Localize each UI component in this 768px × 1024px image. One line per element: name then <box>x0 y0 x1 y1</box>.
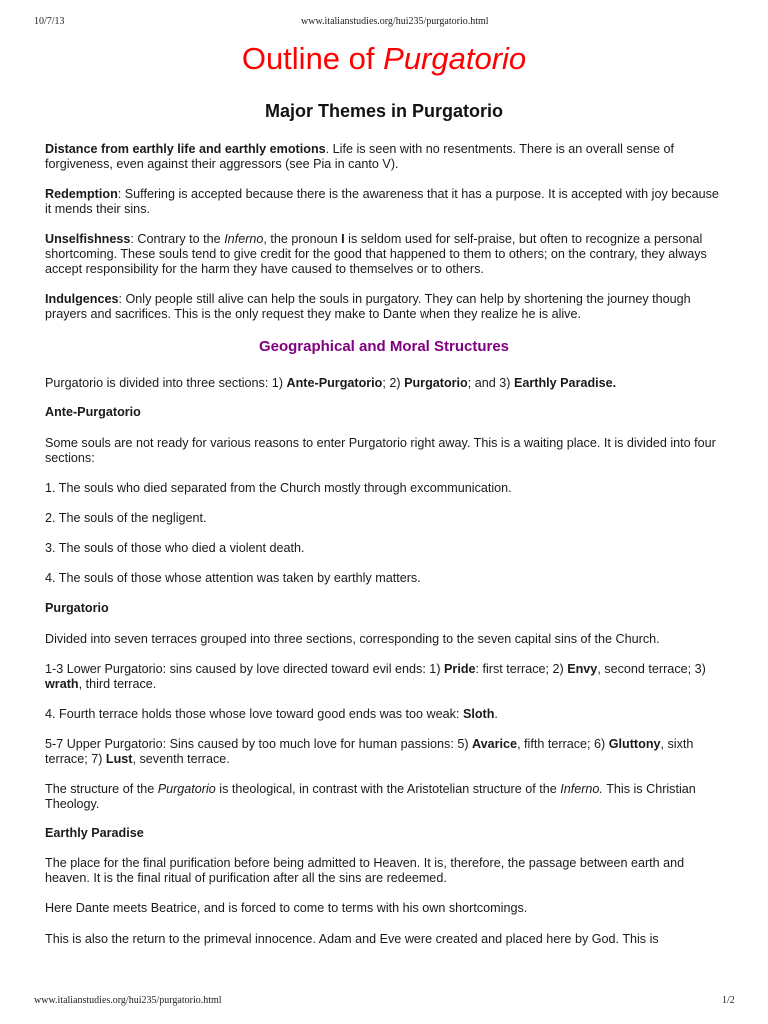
fourth-terrace: 4. Fourth terrace holds those whose love toward good ends was too weak: Sloth. <box>45 707 498 721</box>
ante-item: 4. The souls of those whose attention was taken by earthly matters. <box>45 571 421 585</box>
ante-intro: Some souls are not ready for various reasons to enter Purgatorio right away. This is a waiting place. It is divided into four sections: <box>45 436 716 465</box>
theme-indulgences: Indulgences: Only people still alive can help the souls in purgatory. They can help by shortening the journey though prayers and sacrifices. This is the only request they make to Dante when they realize he is alive. <box>45 292 691 321</box>
purgatorio-intro: Divided into seven terraces grouped into three sections, corresponding to the seven capital sins of the Church. <box>45 632 660 646</box>
structures-intro: Purgatorio is divided into three sections: 1) Ante-Purgatorio; 2) Purgatorio; and 3) Earthly Paradise. <box>45 376 617 390</box>
ante-item: 3. The souls of those who died a violent death. <box>45 541 305 555</box>
upper-purgatorio: 5-7 Upper Purgatorio: Sins caused by too much love for human passions: 5) Avarice, fifth terrace; 6) Gluttony, sixth terrace; 7) Lust, seventh terrace. <box>45 737 694 766</box>
lower-purgatorio: 1-3 Lower Purgatorio: sins caused by love directed toward evil ends: 1) Pride: first terrace; 2) Envy, second terrace; 3) wrath, third terrace. <box>45 662 706 691</box>
paradise-p2: Here Dante meets Beatrice, and is forced to come to terms with his own shortcomings. <box>45 901 528 915</box>
structures-heading: Geographical and Moral Structures <box>258 338 510 355</box>
theology-note: The structure of the Purgatorio is theological, in contrast with the Aristotelian structure of the Inferno. This is Christian Theology. <box>45 782 696 811</box>
theme-redemption: Redemption: Suffering is accepted because there is the awareness that it has a purpose. It is accepted with joy because it mends their sins. <box>45 187 719 216</box>
themes-heading: Major Themes in Purgatorio <box>264 101 504 121</box>
theme-unselfishness: Unselfishness: Contrary to the Inferno, the pronoun I is seldom used for self-praise, but often to recognize a personal shortcoming. These souls tend to give credit for the good that happened to them to others; on the contrary, they always accept responsibility for the harm they have caused to themselves or to others. <box>45 232 707 276</box>
purgatorio-heading: Purgatorio <box>45 601 109 615</box>
print-date: 10/7/13 <box>34 16 65 27</box>
theme-distance: Distance from earthly life and earthly emotions. Life is seen with no resentments. There is an overall sense of forgiveness, even against their aggressors (see Pia in canto V). <box>45 142 675 171</box>
ante-heading: Ante-Purgatorio <box>45 405 141 419</box>
paradise-p1: The place for the final purification before being admitted to Heaven. It is, therefore, the passage between earth and heaven. It is the final ritual of purification after all the sins are redeemed. <box>45 856 685 885</box>
footer-url: www.italianstudies.org/hui235/purgatorio.html <box>34 995 222 1006</box>
page-title: Outline of Purgatorio <box>241 41 527 76</box>
page-number: 1/2 <box>722 995 735 1006</box>
ante-item: 1. The souls who died separated from the Church mostly through excommunication. <box>45 481 512 495</box>
ante-item: 2. The souls of the negligent. <box>45 511 207 525</box>
paradise-heading: Earthly Paradise <box>45 826 144 840</box>
paradise-p3: This is also the return to the primeval innocence. Adam and Eve were created and placed here by God. This is <box>45 932 659 946</box>
print-url: www.italianstudies.org/hui235/purgatorio.html <box>301 16 489 27</box>
